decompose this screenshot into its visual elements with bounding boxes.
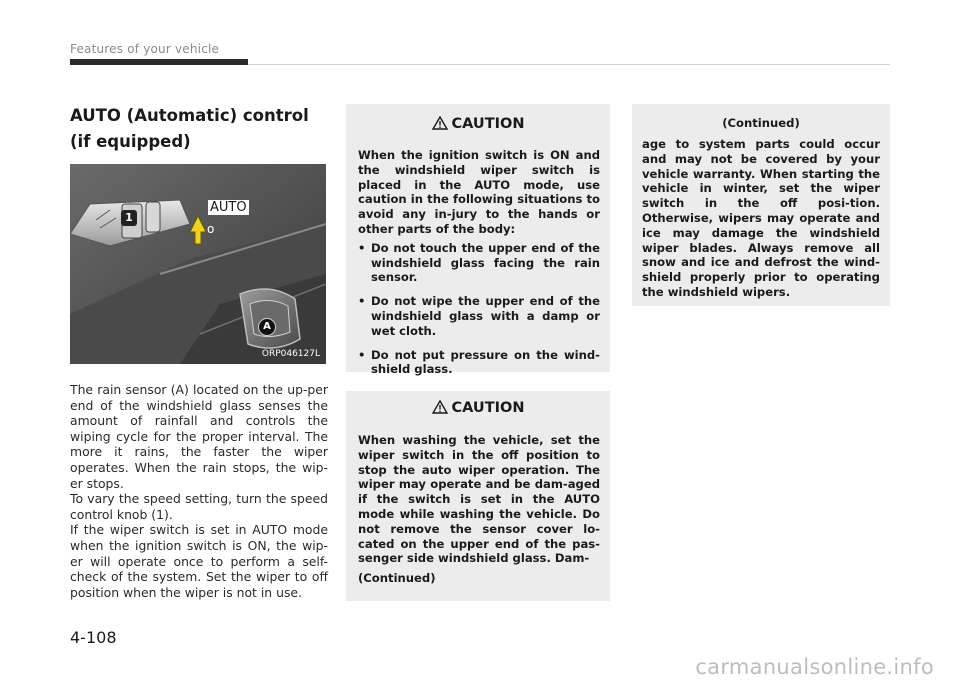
caution-heading-2-text: CAUTION bbox=[451, 400, 525, 416]
caution-1-bullet: • Do not wipe the upper end of the windshield glass with a damp or wet cloth. bbox=[358, 294, 600, 338]
page-number: 4-108 bbox=[70, 628, 117, 647]
caution-heading-2 bbox=[346, 400, 610, 418]
caution-heading-1-text: CAUTION bbox=[451, 116, 525, 132]
caution-box-2 bbox=[346, 391, 610, 601]
warning-triangle-icon bbox=[432, 400, 448, 418]
caution-1-bullets bbox=[358, 241, 600, 377]
callout-1-icon: 1 bbox=[121, 210, 137, 226]
continued-label: (Continued) bbox=[358, 571, 436, 585]
header-bar bbox=[70, 59, 248, 65]
page-header-title: Features of your vehicle bbox=[70, 42, 220, 56]
caution-1-bullet: • Do not put pressure on the wind-shield glass. bbox=[358, 348, 600, 378]
continued-box bbox=[632, 104, 890, 306]
figure-code: ORP046127L bbox=[261, 349, 320, 359]
body-paragraph-2: To vary the speed setting, turn the speed control knob (1). bbox=[70, 491, 328, 522]
watermark: carmanualsonline.info bbox=[695, 655, 934, 679]
o-label: o bbox=[207, 222, 215, 236]
auto-label: AUTO bbox=[210, 200, 247, 215]
section-title: AUTO (Automatic) control (if equipped) bbox=[70, 106, 309, 151]
body-text bbox=[70, 382, 328, 600]
caution-heading-1 bbox=[346, 116, 610, 134]
caution-box-1 bbox=[346, 104, 610, 377]
body-paragraph-1: The rain sensor (A) located on the up-per end of the windshield glass senses the amount of rainfall and controls the wiping cycle for the proper interval. The more it rains, the faster the wiper operates. When the rain stops, the wip-er stops. bbox=[70, 382, 328, 491]
continued-heading: (Continued) bbox=[722, 116, 800, 130]
callout-a-icon: A bbox=[258, 318, 276, 336]
caution-1-body bbox=[358, 148, 600, 377]
figure-illustration bbox=[70, 164, 326, 364]
body-paragraph-3: If the wiper switch is set in AUTO mode when the ignition switch is ON, the wip-er will operate once to perform a self-check of the system. Set the wiper to off position when the wiper is not in use. bbox=[70, 522, 328, 600]
warning-triangle-icon bbox=[432, 116, 448, 134]
wiper-stalk-figure bbox=[70, 164, 326, 364]
caution-1-intro: When the ignition switch is ON and the windshield wiper switch is placed in the AUTO mode, use caution in the following situations to avoid any in-jury to the hands or other parts of the body: bbox=[358, 148, 600, 236]
header-rule bbox=[248, 64, 890, 65]
caution-1-bullet: • Do not touch the upper end of the windshield glass facing the rain sensor. bbox=[358, 241, 600, 285]
continued-body: age to system parts could occur and may not be covered by your vehicle warranty. When starting the vehicle in winter, set the wiper switch in the off posi-tion. Otherwise, wipers may operate and ice may damage the windshield wiper blades. Always remove all snow and ice and defrost the wind-shield properly prior to operating the windshield wipers. bbox=[642, 137, 880, 299]
caution-2-body: When washing the vehicle, set the wiper switch in the off position to stop the auto wiper operation. The wiper may operate and be dam-aged if the switch is set in the AUTO mode while washing the vehicle. Do not remove the sensor cover lo-cated on the upper end of the pas-senger side windshield glass. Dam- bbox=[358, 433, 600, 566]
